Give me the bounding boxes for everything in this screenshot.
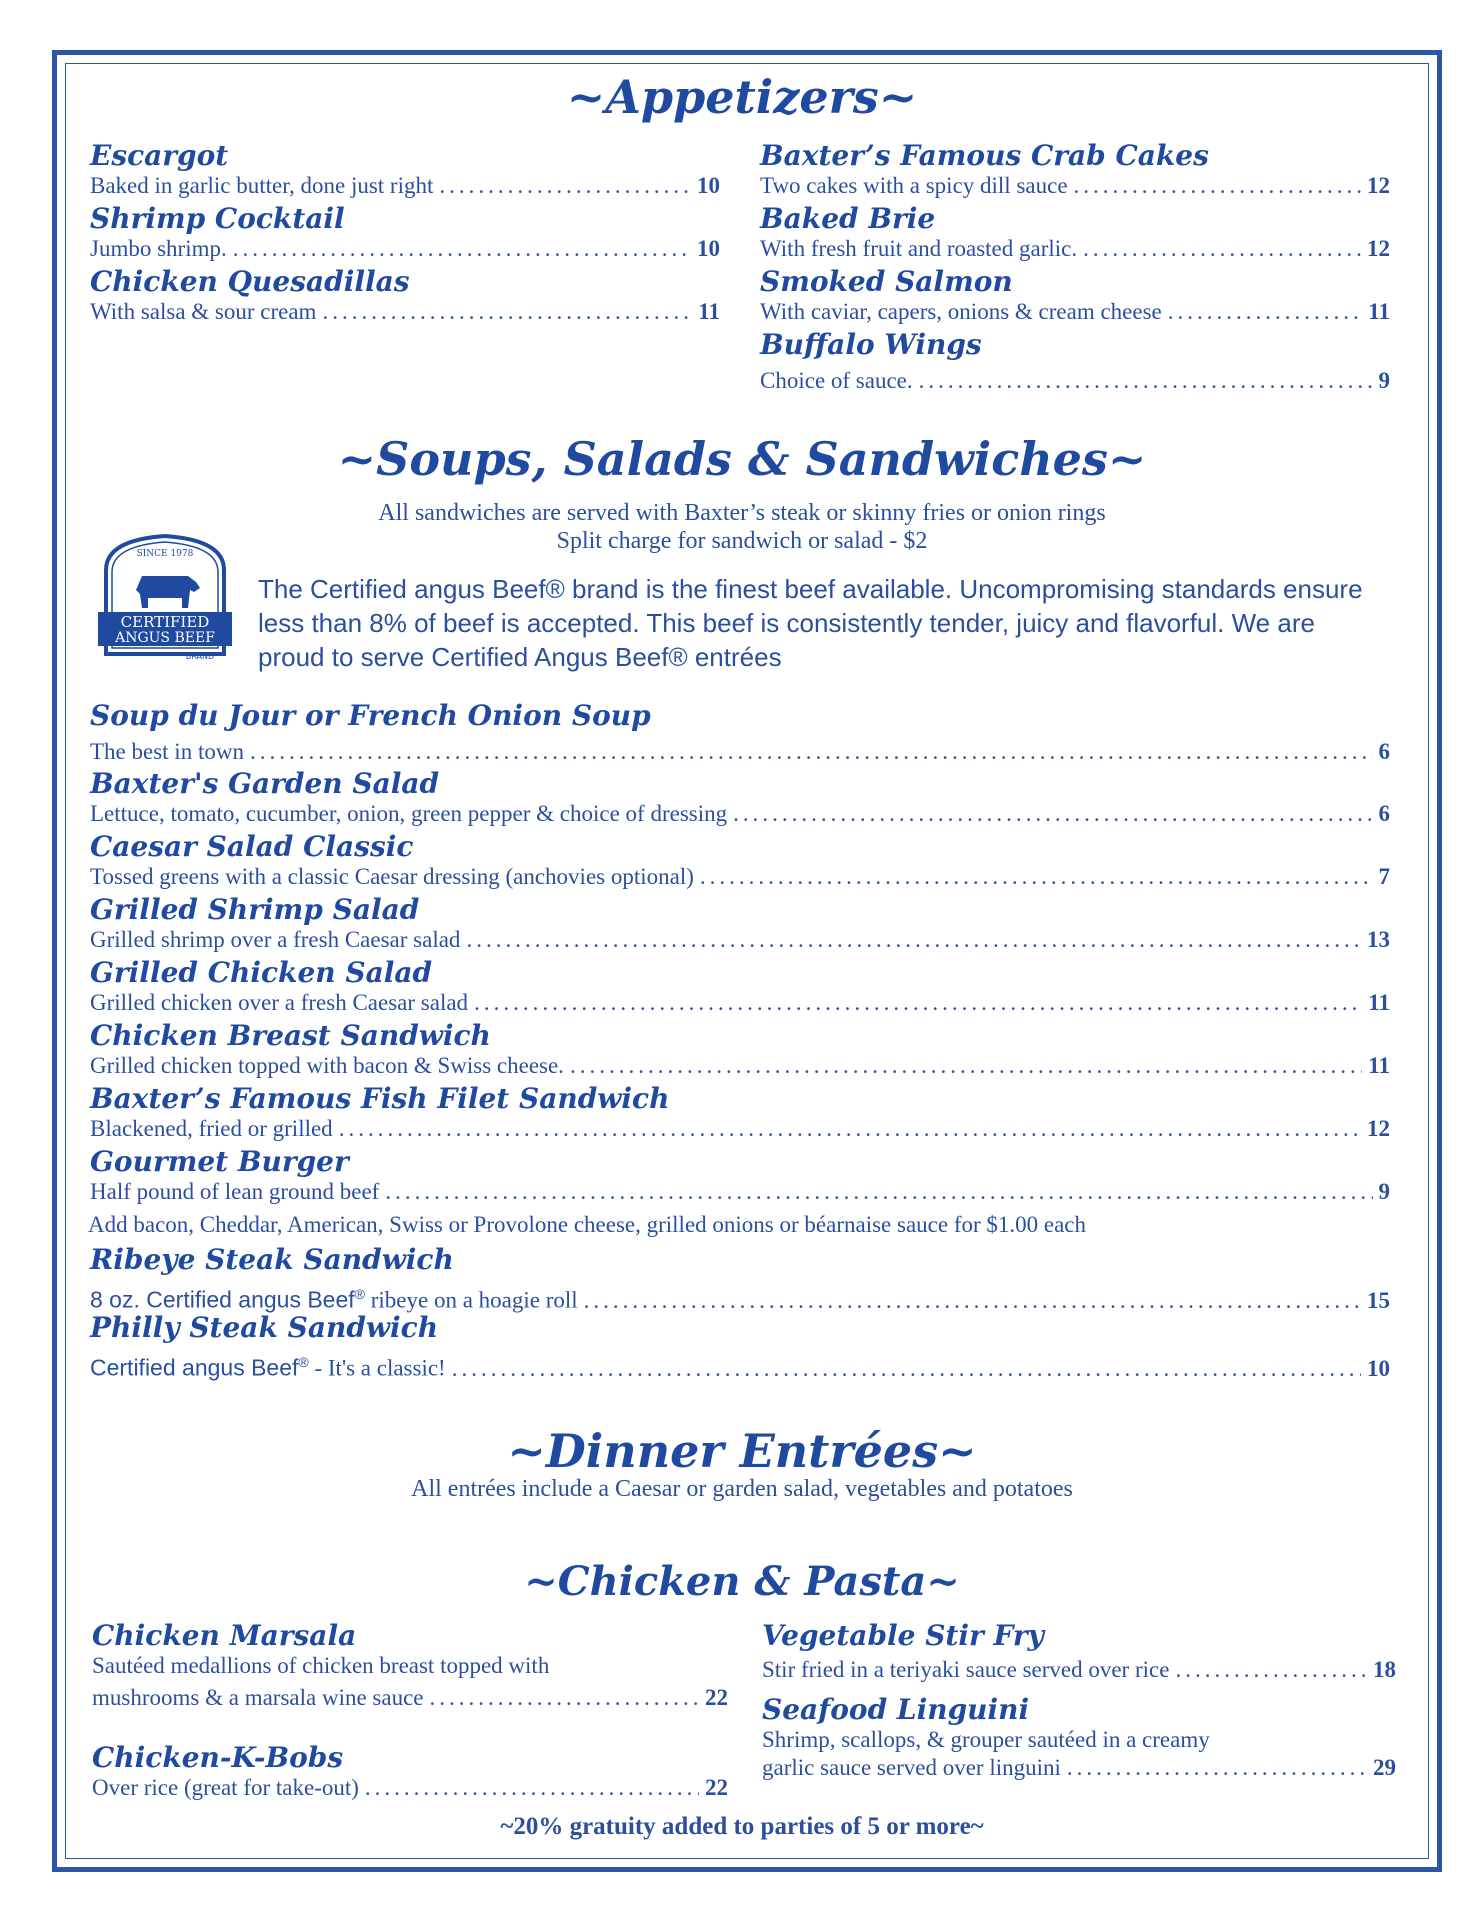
leader-dots [339,1115,1361,1143]
item-price: 12 [1367,1116,1390,1141]
sandwich-note: All sandwiches are served with Baxter’s steak or skinny fries or onion rings [378,500,1106,526]
item-price: 29 [1373,1755,1396,1780]
leader-dots [584,1287,1361,1315]
item-desc: ribeye on a hoagie roll [365,1287,578,1313]
leader-dots [430,1684,700,1712]
menu-item-caesar-salad [90,831,1390,891]
leader-dots [700,863,1373,891]
item-desc: Choice of sauce. [760,368,913,393]
item-price: 11 [698,299,720,324]
item-price: 6 [1378,801,1390,826]
item-name: Baked Brie [760,202,936,235]
logo-certified-text: CERTIFIED [120,613,210,631]
item-price: 12 [1367,173,1390,198]
item-desc: Lettuce, tomato, cucumber, onion, green pepper & choice of dressing [90,801,728,826]
item-name: Grilled Shrimp Salad [90,893,420,926]
item-price: 13 [1367,927,1390,952]
entrees-note: All entrées include a Caesar or garden salad, vegetables and potatoes [411,1476,1073,1502]
menu-item-smoked-salmon [760,266,1390,326]
item-name: Chicken-K-Bobs [92,1741,344,1774]
menu-item-baked-brie [760,203,1390,263]
item-price: 12 [1367,236,1390,261]
item-price: 11 [1368,299,1390,324]
item-name: Ribeye Steak Sandwich [90,1243,454,1276]
certified-angus-description: The Certified angus Beef® brand is the finest beef available. Uncompromising standards ensure less than 8% of beef is accepted. This beef is consistently tender, juicy and flavorful. We are proud to serve Certified Angus Beef® entrées [258,574,1363,672]
menu-item-vegetable-stir-fry [762,1620,1396,1684]
item-name: Baxter’s Famous Fish Filet Sandwich [90,1082,670,1115]
menu-item-gourmet-burger [90,1146,1390,1206]
menu-item-grilled-chicken-salad [90,957,1390,1017]
menu-item-ribeye-steak-sandwich [90,1244,1390,1315]
registered-mark: ® [298,1354,309,1370]
leader-dots [1074,172,1361,200]
leader-dots [1067,1754,1367,1782]
item-price: 18 [1373,1657,1396,1682]
item-desc: Two cakes with a spicy dill sauce [760,173,1068,198]
item-price: 10 [697,236,720,261]
registered-mark: ® [354,1286,365,1302]
leader-dots [570,1052,1362,1080]
item-price: 15 [1367,1287,1390,1313]
item-name: Gourmet Burger [90,1145,349,1178]
chicken-pasta-heading: ~Chicken & Pasta~ [524,1558,960,1605]
leader-dots [452,1355,1361,1383]
item-desc: Blackened, fried or grilled [90,1116,333,1141]
leader-dots [733,800,1372,828]
menu-item-crab-cakes [760,140,1390,200]
item-desc: Grilled chicken over a fresh Caesar salad [90,990,469,1015]
item-name: Chicken Breast Sandwich [90,1019,491,1052]
item-name: Smoked Salmon [760,265,1013,298]
leader-dots [474,989,1362,1017]
item-desc: Tossed greens with a classic Caesar dressing (anchovies optional) [90,864,694,889]
menu-item-garden-salad [90,768,1390,828]
item-desc: Stir fried in a teriyaki sauce served over rice [762,1657,1170,1682]
item-name: Chicken Quesadillas [90,265,410,298]
item-price: 7 [1378,864,1390,889]
menu-item-grilled-shrimp-salad [90,894,1390,954]
item-name: Grilled Chicken Salad [90,956,433,989]
item-price: 9 [1378,1179,1390,1204]
gratuity-footer: ~20% gratuity added to parties of 5 or more~ [500,1813,984,1840]
menu-item-seafood-linguini [762,1694,1396,1782]
menu-item-chicken-breast-sandwich [90,1020,1390,1080]
dinner-entrees-heading: ~Dinner Entrées~ [507,1424,977,1478]
menu-item-escargot [90,140,720,200]
item-desc: - It's a classic! [308,1355,446,1381]
item-name: Shrimp Cocktail [90,202,345,235]
leader-dots [233,235,691,263]
menu-item-philly-steak-sandwich [90,1312,1390,1383]
logo-angus-beef-text: ANGUS BEEF [115,630,215,646]
item-price: 22 [705,1775,728,1800]
menu-item-shrimp-cocktail [90,203,720,263]
item-desc: Half pound of lean ground beef [90,1179,380,1204]
item-desc: Sautéed medallions of chicken breast topped with [92,1653,550,1678]
leader-dots [1083,235,1361,263]
item-desc: Grilled shrimp over a fresh Caesar salad [90,927,461,952]
menu-item-chicken-marsala [92,1620,728,1712]
bull-icon [136,576,200,608]
item-desc: Over rice (great for take-out) [92,1775,359,1800]
item-price: 10 [697,173,720,198]
item-desc: mushrooms & a marsala wine sauce [92,1685,424,1710]
logo-brand-text: BRAND [185,652,215,661]
item-price: 22 [705,1685,728,1710]
leader-dots [466,926,1361,954]
burger-addon-note: Add bacon, Cheddar, American, Swiss or Provolone cheese, grilled onions or béarnaise sauce for $1.00 each [88,1212,1087,1237]
leader-dots [385,1178,1372,1206]
leader-dots [1175,1656,1367,1684]
item-desc: garlic sauce served over linguini [762,1755,1061,1780]
item-name: Baxter's Garden Salad [90,767,440,800]
item-desc: With fresh fruit and roasted garlic. [760,236,1078,261]
item-price: 9 [1378,368,1390,393]
item-desc: The best in town [90,739,244,764]
item-name: Escargot [90,139,229,172]
split-charge-note: Split charge for sandwich or salad - $2 [556,528,928,554]
leader-dots [250,738,1373,766]
leader-dots [439,172,691,200]
item-name: Baxter’s Famous Crab Cakes [760,139,1209,172]
item-desc: Shrimp, scallops, & grouper sautéed in a creamy [762,1727,1210,1752]
item-name: Buffalo Wings [760,328,982,361]
item-desc: Grilled chicken topped with bacon & Swiss cheese. [90,1053,564,1078]
item-price: 11 [1368,1053,1390,1078]
item-name: Chicken Marsala [92,1619,357,1652]
appetizers-heading: ~Appetizers~ [566,70,918,124]
certified-angus-beef-logo [96,530,234,668]
menu-item-chicken-quesadillas [90,266,720,326]
item-desc: With caviar, capers, onions & cream cheese [760,299,1162,324]
logo-since-text: SINCE 1978 [136,549,194,559]
item-name: Philly Steak Sandwich [90,1311,439,1344]
item-price: 6 [1378,739,1390,764]
menu-item-chicken-k-bobs [92,1742,728,1802]
leader-dots [919,367,1373,395]
item-price: 10 [1367,1355,1390,1381]
menu-item-buffalo-wings [760,329,1390,395]
item-desc: With salsa & sour cream [90,299,317,324]
item-name: Caesar Salad Classic [90,830,414,863]
item-price: 11 [1368,990,1390,1015]
item-desc-brand: 8 oz. Certified angus Beef [90,1286,355,1313]
leader-dots [1168,298,1363,326]
item-desc: Baked in garlic butter, done just right [90,173,434,198]
item-name: Seafood Linguini [762,1693,1030,1726]
leader-dots [365,1774,699,1802]
item-name: Soup du Jour or French Onion Soup [90,699,651,732]
menu-item-fish-filet-sandwich [90,1083,1390,1143]
leader-dots [322,298,692,326]
item-name: Vegetable Stir Fry [762,1619,1044,1652]
menu-item-soup [90,700,1390,766]
item-desc-brand: Certified angus Beef [90,1354,299,1381]
item-desc: Jumbo shrimp. [90,236,227,261]
soups-heading: ~Soups, Salads & Sandwiches~ [337,432,1147,486]
